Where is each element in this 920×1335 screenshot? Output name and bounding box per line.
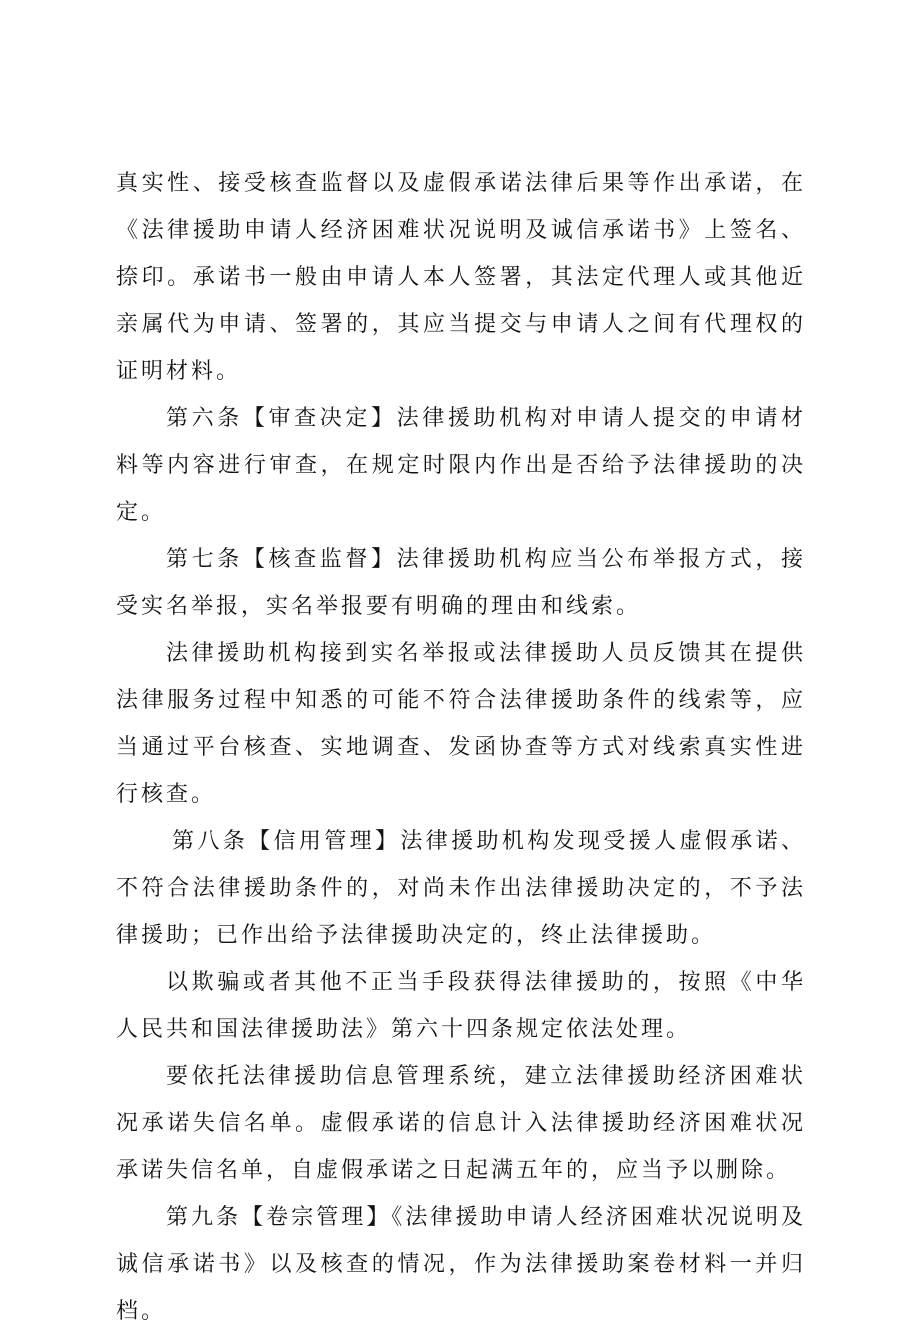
document-body <box>116 160 806 1335</box>
paragraph-article-8: 第八条【信用管理】法律援助机构发现受援人虚假承诺、不符合法律援助条件的，对尚未作出法律援助决定的，不予法律援助；已作出给予法律援助决定的，终止法律援助。 <box>116 829 806 948</box>
paragraph-article-9: 第九条【卷宗管理】《法律援助申请人经济困难状况说明及诚信承诺书》以及核查的情况，作为法律援助案卷材料一并归档。 <box>116 1205 806 1324</box>
paragraph-article-7-clause-2: 法律援助机构接到实名举报或法律援助人员反馈其在提供法律服务过程中知悉的可能不符合法律援助条件的线索等，应当通过平台核查、实地调查、发函协查等方式对线索真实性进行核查。 <box>116 641 806 807</box>
paragraph-article-8-clause-3: 要依托法律援助信息管理系统，建立法律援助经济困难状况承诺失信名单。虚假承诺的信息计入法律援助经济困难状况承诺失信名单，自虚假承诺之日起满五年的，应当予以删除。 <box>116 1064 806 1183</box>
paragraph-article-7: 第七条【核查监督】法律援助机构应当公布举报方式，接受实名举报，实名举报要有明确的理由和线索。 <box>116 547 806 619</box>
paragraph-continuation: 真实性、接受核查监督以及虚假承诺法律后果等作出承诺，在《法律援助申请人经济困难状况说明及诚信承诺书》上签名、捺印。承诺书一般由申请人本人签署，其法定代理人或其他近亲属代为申请、签署的，其应当提交与申请人之间有代理权的证明材料。 <box>116 171 806 384</box>
paragraph-article-8-clause-2: 以欺骗或者其他不正当手段获得法律援助的，按照《中华人民共和国法律援助法》第六十四条规定依法处理。 <box>116 970 806 1042</box>
paragraph-article-6: 第六条【审查决定】法律援助机构对申请人提交的申请材料等内容进行审查，在规定时限内作出是否给予法律援助的决定。 <box>116 406 806 525</box>
